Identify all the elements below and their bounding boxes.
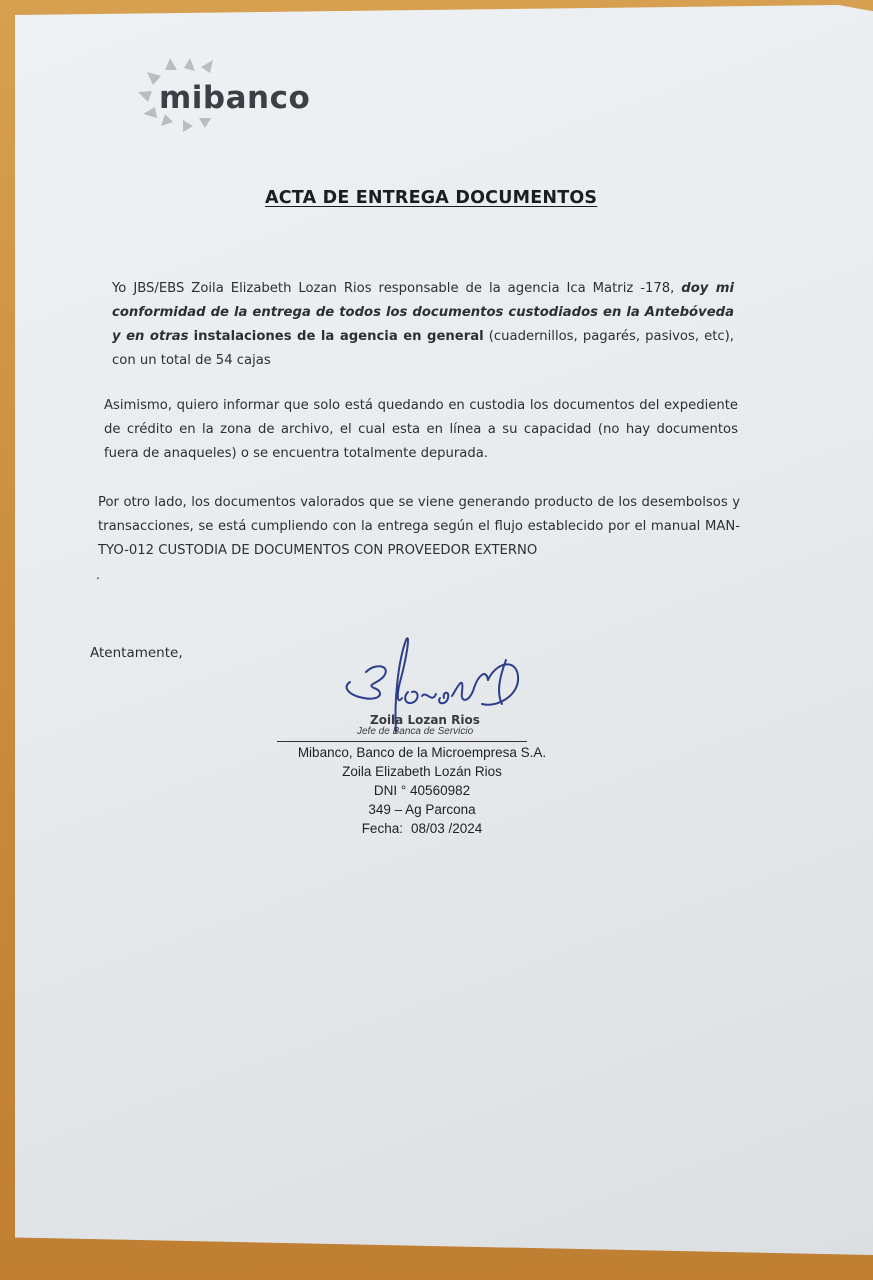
stamp-name: Zoila Lozan Rios [370,713,480,727]
paragraph-1-rest: (cuadernillos, pagarés, pasivos, etc), con un total de 54 cajas [112,329,734,368]
paragraph-1-intro: Yo JBS/EBS Zoila Elizabeth Lozan Rios responsable de la agencia Ica Matriz -178, [112,281,682,296]
date-value: 08/03 /2024 [410,821,483,836]
mibanco-logo [135,58,375,138]
signer-date [277,819,567,838]
closing-salutation: Atentamente, [90,645,183,661]
signer-company: Mibanco, Banco de la Microempresa S.A. [297,745,547,760]
paragraph-1 [112,277,734,373]
stray-dot: . [96,566,100,582]
paragraph-2: Asimismo, quiero informar que solo está quedando en custodia los documentos del expediente de crédito en la zona de archivo, el cual esta en línea a su capacidad (no hay documentos fuera de anaqueles) o se encuentra totalmente depurada. [104,398,738,461]
signer-agency: 349 – Ag Parcona [368,802,476,817]
logo-wordmark: mibanco [159,80,311,116]
signature-line [277,741,527,742]
document-title: ACTA DE ENTREGA DOCUMENTOS [265,188,598,208]
signer-dni: DNI ° 40560982 [373,783,471,798]
stamp-role: Jefe de Banca de Servicio [357,726,474,737]
signature-block [277,743,567,838]
paragraph-1-conformity: doy mi conformidad de la entrega de todos los documentos custodiados en la Antebóveda y en otras [112,281,734,344]
paragraph-1-installations: instalaciones de la agencia en general [193,329,484,344]
signer-name: Zoila Elizabeth Lozán Rios [342,764,502,779]
paragraph-3: Por otro lado, los documentos valorados que se viene generando producto de los desembolsos y transacciones, se está cumpliendo con la entrega según el flujo establecido por el manual MAN-TYO-012 CUSTODIA DE DOCUMENTOS CON PROVEEDOR EXTERNO [98,495,740,558]
date-label: Fecha: [361,821,403,836]
